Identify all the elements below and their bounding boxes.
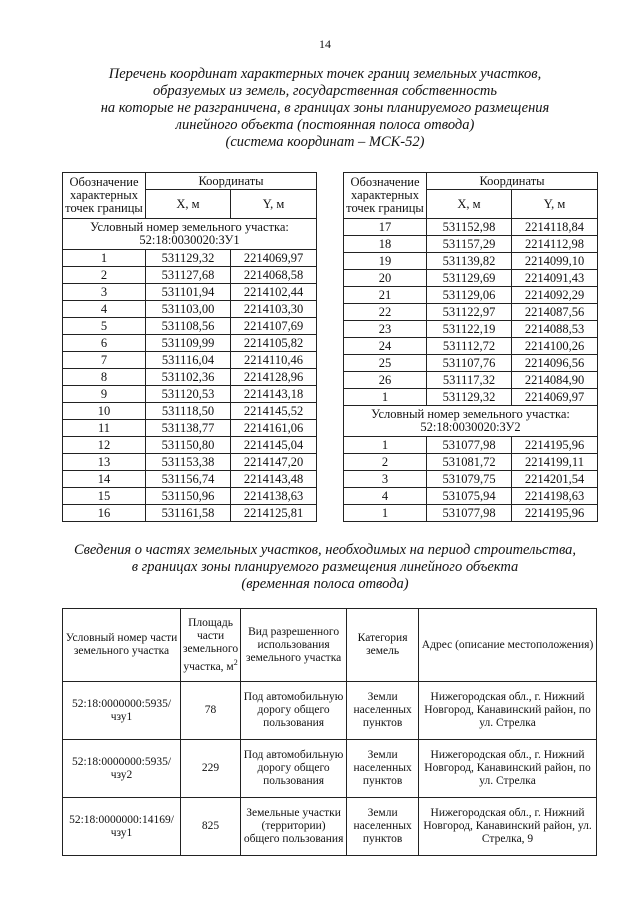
x-cell: 531077,98 bbox=[427, 505, 512, 522]
table-row bbox=[63, 437, 317, 454]
point-cell: 4 bbox=[63, 301, 146, 318]
point-cell: 9 bbox=[63, 386, 146, 403]
title-line: линейного объекта (постоянная полоса отвода) bbox=[175, 117, 475, 133]
col-header-address: Адрес (описание местоположения) bbox=[419, 609, 597, 682]
x-cell: 531081,72 bbox=[427, 454, 512, 471]
point-cell: 12 bbox=[63, 437, 146, 454]
col-header-number: Условный номер части земельного участка bbox=[63, 609, 181, 682]
title-line: Перечень координат характерных точек границ земельных участков, bbox=[108, 66, 542, 82]
x-cell: 531102,36 bbox=[146, 369, 231, 386]
y-cell: 2214147,20 bbox=[231, 454, 317, 471]
area-sup: 2 bbox=[233, 657, 238, 667]
y-cell: 2214103,30 bbox=[231, 301, 317, 318]
coordinates-table-left bbox=[62, 172, 317, 522]
point-cell: 20 bbox=[344, 270, 427, 287]
cadastral-number: Условный номер земельного участка: 52:18:0030020:ЗУ1 bbox=[63, 219, 317, 250]
x-cell: 531138,77 bbox=[146, 420, 231, 437]
y-header: Y, м bbox=[512, 190, 598, 219]
cadastral-number: Условный номер земельного участка: 52:18:0030020:ЗУ2 bbox=[344, 406, 598, 437]
point-cell: 13 bbox=[63, 454, 146, 471]
table-row bbox=[63, 740, 597, 798]
y-cell: 2214143,48 bbox=[231, 471, 317, 488]
part-number-cell: 52:18:0000000:5935/ чзу2 bbox=[63, 740, 181, 798]
x-cell: 531129,06 bbox=[427, 287, 512, 304]
area-cell: 229 bbox=[181, 740, 241, 798]
y-cell: 2214201,54 bbox=[512, 471, 598, 488]
area-cell: 825 bbox=[181, 798, 241, 856]
col-header-category: Категория земель bbox=[347, 609, 419, 682]
y-cell: 2214107,69 bbox=[231, 318, 317, 335]
x-cell: 531150,80 bbox=[146, 437, 231, 454]
point-cell: 8 bbox=[63, 369, 146, 386]
point-cell: 21 bbox=[344, 287, 427, 304]
point-cell: 5 bbox=[63, 318, 146, 335]
table-row bbox=[63, 301, 317, 318]
point-cell: 25 bbox=[344, 355, 427, 372]
y-cell: 2214068,58 bbox=[231, 267, 317, 284]
point-cell: 17 bbox=[344, 219, 427, 236]
table-row bbox=[63, 505, 317, 522]
y-cell: 2214145,52 bbox=[231, 403, 317, 420]
y-cell: 2214102,44 bbox=[231, 284, 317, 301]
x-cell: 531079,75 bbox=[427, 471, 512, 488]
point-cell: 4 bbox=[344, 488, 427, 505]
x-cell: 531116,04 bbox=[146, 352, 231, 369]
table-row bbox=[63, 682, 597, 740]
y-cell: 2214138,63 bbox=[231, 488, 317, 505]
point-header: Обозначение характерных точек границы bbox=[63, 173, 146, 219]
point-cell: 2 bbox=[63, 267, 146, 284]
x-cell: 531112,72 bbox=[427, 338, 512, 355]
table-row bbox=[63, 352, 317, 369]
table-row bbox=[344, 389, 598, 406]
x-cell: 531152,98 bbox=[427, 219, 512, 236]
x-cell: 531129,69 bbox=[427, 270, 512, 287]
y-cell: 2214110,46 bbox=[231, 352, 317, 369]
x-cell: 531139,82 bbox=[427, 253, 512, 270]
point-cell: 24 bbox=[344, 338, 427, 355]
table-row bbox=[344, 270, 598, 287]
page-number: 14 bbox=[319, 37, 331, 51]
coordinates-table-right bbox=[343, 172, 598, 522]
point-cell: 10 bbox=[63, 403, 146, 420]
use-cell: Земельные участки (территории) общего пользования bbox=[241, 798, 347, 856]
y-header: Y, м bbox=[231, 190, 317, 219]
y-cell: 2214112,98 bbox=[512, 236, 598, 253]
x-cell: 531117,32 bbox=[427, 372, 512, 389]
x-cell: 531109,99 bbox=[146, 335, 231, 352]
point-cell: 22 bbox=[344, 304, 427, 321]
table-row bbox=[63, 250, 317, 267]
x-header: X, м bbox=[146, 190, 231, 219]
y-cell: 2214099,10 bbox=[512, 253, 598, 270]
table-row bbox=[344, 304, 598, 321]
table-row bbox=[63, 386, 317, 403]
table-row bbox=[344, 488, 598, 505]
table-row bbox=[63, 488, 317, 505]
area-label: Площадь части земельного участка, м bbox=[183, 616, 239, 673]
table-row bbox=[63, 403, 317, 420]
x-cell: 531077,98 bbox=[427, 437, 512, 454]
address-cell: Нижегородская обл., г. Нижний Новгород, Канавинский район, по ул. Стрелка bbox=[419, 740, 597, 798]
x-cell: 531122,97 bbox=[427, 304, 512, 321]
point-cell: 1 bbox=[344, 389, 427, 406]
land-parts-table bbox=[62, 608, 597, 856]
y-cell: 2214087,56 bbox=[512, 304, 598, 321]
table-row bbox=[63, 284, 317, 301]
point-cell: 1 bbox=[344, 437, 427, 454]
point-cell: 18 bbox=[344, 236, 427, 253]
x-cell: 531120,53 bbox=[146, 386, 231, 403]
x-cell: 531108,56 bbox=[146, 318, 231, 335]
y-cell: 2214096,56 bbox=[512, 355, 598, 372]
y-cell: 2214199,11 bbox=[512, 454, 598, 471]
x-cell: 531153,38 bbox=[146, 454, 231, 471]
point-cell: 19 bbox=[344, 253, 427, 270]
title-line: (временная полоса отвода) bbox=[241, 576, 409, 592]
table-row bbox=[344, 454, 598, 471]
table-row bbox=[344, 372, 598, 389]
use-cell: Под автомобильную дорогу общего пользования bbox=[241, 740, 347, 798]
point-cell: 7 bbox=[63, 352, 146, 369]
y-cell: 2214069,97 bbox=[512, 389, 598, 406]
coordinates-title bbox=[40, 66, 610, 151]
x-cell: 531118,50 bbox=[146, 403, 231, 420]
y-cell: 2214125,81 bbox=[231, 505, 317, 522]
x-cell: 531157,29 bbox=[427, 236, 512, 253]
col-header-area bbox=[181, 609, 241, 682]
point-cell: 2 bbox=[344, 454, 427, 471]
y-cell: 2214100,26 bbox=[512, 338, 598, 355]
y-cell: 2214143,18 bbox=[231, 386, 317, 403]
title-line: в границах зоны планируемого размещения линейного объекта bbox=[131, 559, 519, 575]
y-cell: 2214118,84 bbox=[512, 219, 598, 236]
cadastral-row bbox=[63, 219, 317, 250]
point-cell: 15 bbox=[63, 488, 146, 505]
x-cell: 531129,32 bbox=[427, 389, 512, 406]
table-row bbox=[63, 335, 317, 352]
y-cell: 2214198,63 bbox=[512, 488, 598, 505]
coords-header: Координаты bbox=[146, 173, 317, 190]
x-cell: 531156,74 bbox=[146, 471, 231, 488]
y-cell: 2214069,97 bbox=[231, 250, 317, 267]
table-row bbox=[344, 219, 598, 236]
table-row bbox=[344, 253, 598, 270]
y-cell: 2214195,96 bbox=[512, 505, 598, 522]
table-row bbox=[344, 287, 598, 304]
point-cell: 1 bbox=[63, 250, 146, 267]
table-row bbox=[344, 338, 598, 355]
address-cell: Нижегородская обл., г. Нижний Новгород, Канавинский район, по ул. Стрелка bbox=[419, 682, 597, 740]
part-number-cell: 52:18:0000000:14169/ чзу1 bbox=[63, 798, 181, 856]
point-cell: 3 bbox=[63, 284, 146, 301]
table-row bbox=[63, 267, 317, 284]
x-cell: 531103,00 bbox=[146, 301, 231, 318]
point-cell: 6 bbox=[63, 335, 146, 352]
category-cell: Земли населенных пунктов bbox=[347, 798, 419, 856]
x-cell: 531161,58 bbox=[146, 505, 231, 522]
point-cell: 14 bbox=[63, 471, 146, 488]
x-cell: 531101,94 bbox=[146, 284, 231, 301]
y-cell: 2214092,29 bbox=[512, 287, 598, 304]
table-row bbox=[63, 798, 597, 856]
table-row bbox=[63, 318, 317, 335]
x-cell: 531107,76 bbox=[427, 355, 512, 372]
table-row bbox=[63, 369, 317, 386]
table-row bbox=[344, 236, 598, 253]
y-cell: 2214145,04 bbox=[231, 437, 317, 454]
point-cell: 11 bbox=[63, 420, 146, 437]
title-line: Сведения о частях земельных участков, необходимых на период строительства, bbox=[73, 542, 577, 558]
table-row bbox=[344, 437, 598, 454]
area-cell: 78 bbox=[181, 682, 241, 740]
point-cell: 23 bbox=[344, 321, 427, 338]
title-line: (система координат – МСК-52) bbox=[225, 134, 425, 150]
y-cell: 2214084,90 bbox=[512, 372, 598, 389]
point-header: Обозначение характерных точек границы bbox=[344, 173, 427, 219]
title-line: на которые не разграничена, в границах зоны планируемого размещения bbox=[100, 100, 550, 116]
table-row bbox=[344, 505, 598, 522]
x-cell: 531129,32 bbox=[146, 250, 231, 267]
category-cell: Земли населенных пунктов bbox=[347, 682, 419, 740]
cadastral-row bbox=[344, 406, 598, 437]
point-cell: 1 bbox=[344, 505, 427, 522]
table-row bbox=[344, 355, 598, 372]
y-cell: 2214088,53 bbox=[512, 321, 598, 338]
table-row bbox=[63, 454, 317, 471]
x-cell: 531122,19 bbox=[427, 321, 512, 338]
y-cell: 2214105,82 bbox=[231, 335, 317, 352]
category-cell: Земли населенных пунктов bbox=[347, 740, 419, 798]
table-row bbox=[344, 321, 598, 338]
y-cell: 2214195,96 bbox=[512, 437, 598, 454]
table-row bbox=[63, 420, 317, 437]
table-row bbox=[344, 471, 598, 488]
point-cell: 26 bbox=[344, 372, 427, 389]
y-cell: 2214161,06 bbox=[231, 420, 317, 437]
title-line: образуемых из земель, государственная собственность bbox=[153, 83, 497, 99]
x-cell: 531127,68 bbox=[146, 267, 231, 284]
address-cell: Нижегородская обл., г. Нижний Новгород, Канавинский район, ул. Стрелка, 9 bbox=[419, 798, 597, 856]
point-cell: 16 bbox=[63, 505, 146, 522]
y-cell: 2214091,43 bbox=[512, 270, 598, 287]
x-cell: 531150,96 bbox=[146, 488, 231, 505]
coords-header: Координаты bbox=[427, 173, 598, 190]
x-cell: 531075,94 bbox=[427, 488, 512, 505]
use-cell: Под автомобильную дорогу общего пользования bbox=[241, 682, 347, 740]
parts-title bbox=[40, 542, 610, 593]
x-header: X, м bbox=[427, 190, 512, 219]
table-row bbox=[63, 471, 317, 488]
part-number-cell: 52:18:0000000:5935/ чзу1 bbox=[63, 682, 181, 740]
y-cell: 2214128,96 bbox=[231, 369, 317, 386]
point-cell: 3 bbox=[344, 471, 427, 488]
col-header-use: Вид разрешенного использования земельного участка bbox=[241, 609, 347, 682]
